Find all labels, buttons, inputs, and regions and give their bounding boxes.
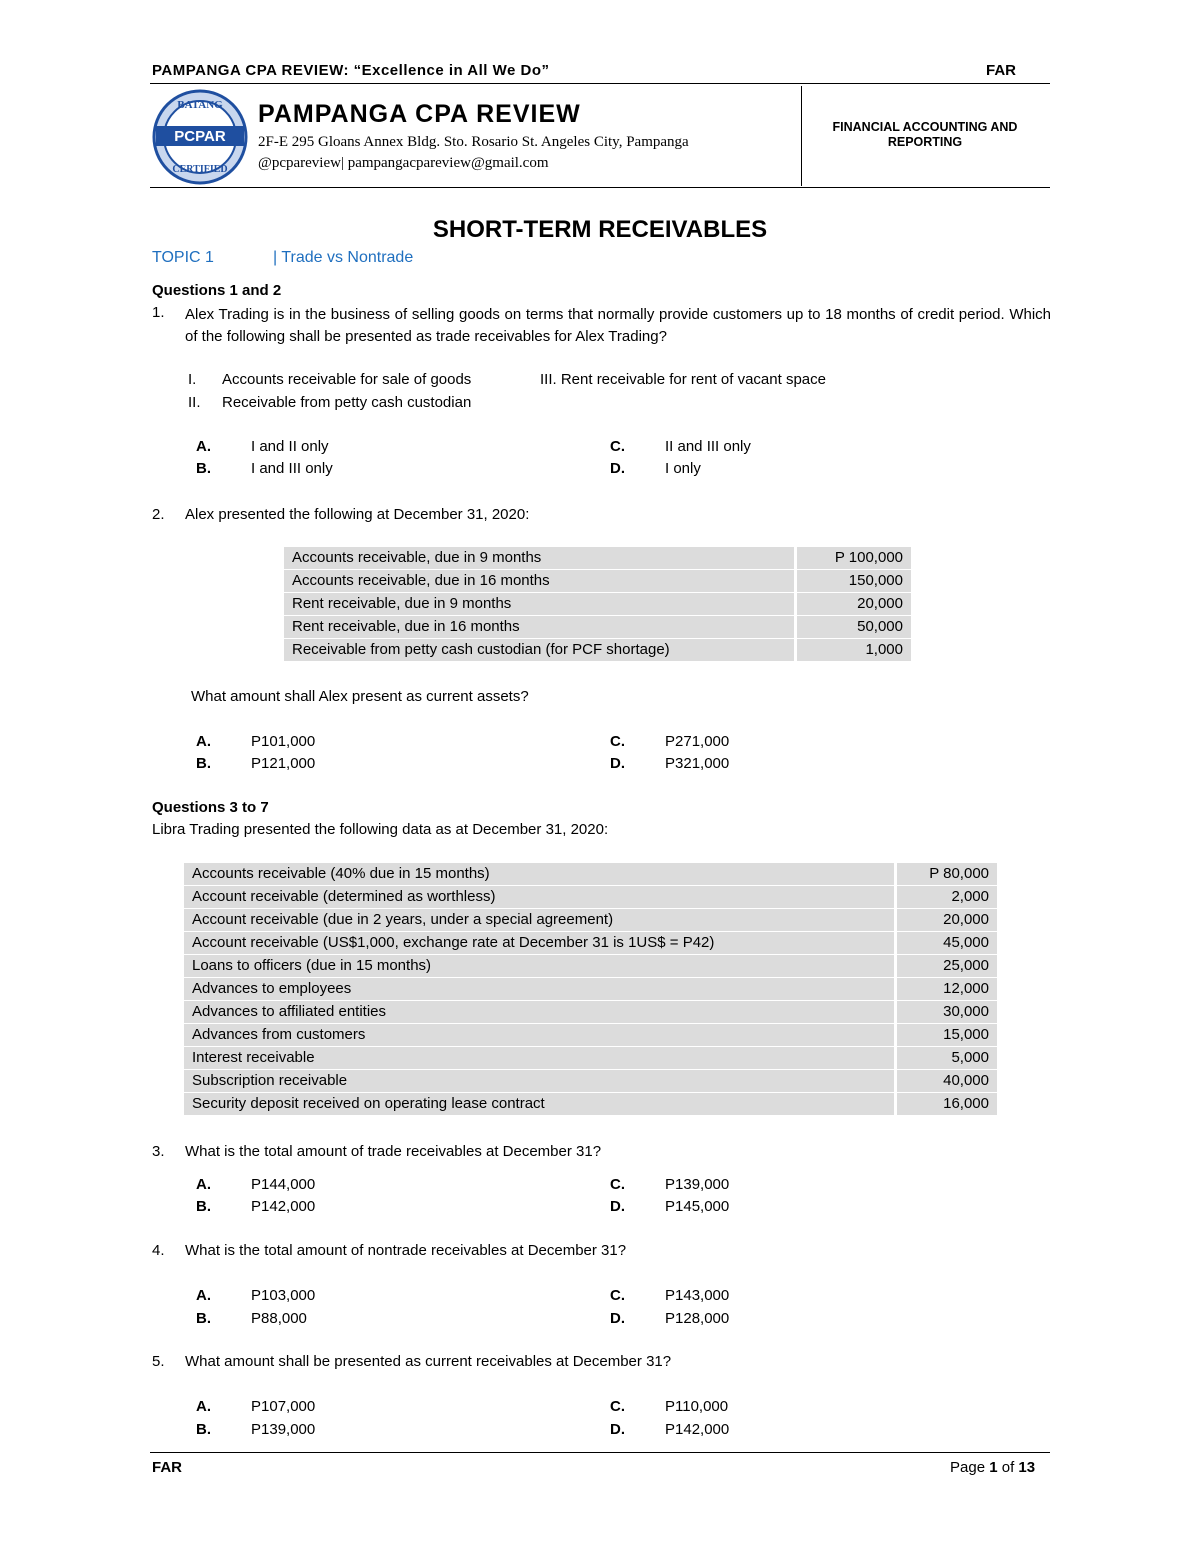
org-contact: @pcpareview| pampangacpareview@gmail.com <box>258 155 549 171</box>
option-c-letter: C. <box>610 1398 625 1415</box>
questions-1-2-heading: Questions 1 and 2 <box>152 282 282 299</box>
subject-title: FINANCIAL ACCOUNTING AND REPORTING <box>832 120 1018 149</box>
row-label: Account receivable (determined as worthless) <box>184 886 894 908</box>
running-header-title: PAMPANGA CPA REVIEW: “Excellence in All We Do” <box>152 62 550 79</box>
option-a-text[interactable]: P101,000 <box>251 733 316 750</box>
option-a-text[interactable]: I and II only <box>251 438 329 455</box>
option-c-text[interactable]: P143,000 <box>665 1287 730 1304</box>
letterhead-divider <box>801 86 802 186</box>
item-text: Accounts receivable for sale of goods <box>222 371 472 388</box>
row-label: Accounts receivable (40% due in 15 months) <box>184 863 894 885</box>
q2-data-table <box>284 546 911 662</box>
option-c-letter: C. <box>610 1176 625 1193</box>
row-label: Accounts receivable, due in 16 months <box>284 570 794 592</box>
row-label: Loans to officers (due in 15 months) <box>184 955 894 977</box>
row-label: Subscription receivable <box>184 1070 894 1092</box>
table-row <box>184 863 997 885</box>
option-a-letter: A. <box>196 438 211 455</box>
option-b-text[interactable]: P121,000 <box>251 755 316 772</box>
option-d-letter: D. <box>610 755 625 772</box>
option-d-text[interactable]: P142,000 <box>665 1421 730 1438</box>
logo-bottom-text: CERTIFIED <box>172 164 228 175</box>
option-a-letter: A. <box>196 1287 211 1304</box>
option-a-text[interactable]: P103,000 <box>251 1287 316 1304</box>
row-amount: 20,000 <box>794 593 911 615</box>
option-c-text[interactable]: P139,000 <box>665 1176 730 1193</box>
row-label: Interest receivable <box>184 1047 894 1069</box>
table-row <box>184 1024 997 1046</box>
option-a-letter: A. <box>196 1176 211 1193</box>
table-row <box>284 547 911 569</box>
table-row <box>284 616 911 638</box>
option-c-text[interactable]: II and III only <box>665 438 751 455</box>
option-d-letter: D. <box>610 1310 625 1327</box>
row-label: Rent receivable, due in 9 months <box>284 593 794 615</box>
option-b-text[interactable]: I and III only <box>251 460 333 477</box>
row-amount: 25,000 <box>894 955 997 977</box>
row-label: Accounts receivable, due in 9 months <box>284 547 794 569</box>
option-b-letter: B. <box>196 1198 211 1215</box>
row-label: Advances to employees <box>184 978 894 1000</box>
row-amount: P 80,000 <box>894 863 997 885</box>
questions-3-7-heading: Questions 3 to 7 <box>152 799 269 816</box>
row-label: Account receivable (due in 2 years, under a special agreement) <box>184 909 894 931</box>
item-text: Receivable from petty cash custodian <box>222 394 472 411</box>
table-row <box>284 639 911 661</box>
row-label: Rent receivable, due in 16 months <box>284 616 794 638</box>
page-of: of <box>1001 1459 1015 1476</box>
option-b-letter: B. <box>196 460 211 477</box>
row-amount: 150,000 <box>794 570 911 592</box>
option-c-text[interactable]: P110,000 <box>665 1398 729 1415</box>
item-roman: I. <box>188 371 197 388</box>
option-b-text[interactable]: P88,000 <box>251 1310 307 1327</box>
footer-rule <box>150 1452 1050 1453</box>
row-amount: 50,000 <box>794 616 911 638</box>
topic-name: | Trade vs Nontrade <box>273 249 414 266</box>
row-amount: P 100,000 <box>794 547 911 569</box>
running-header-subject: FAR <box>986 62 1016 79</box>
table-row <box>184 955 997 977</box>
option-c-letter: C. <box>610 1287 625 1304</box>
option-c-letter: C. <box>610 438 625 455</box>
question-number: 1. <box>152 304 165 321</box>
option-a-text[interactable]: P144,000 <box>251 1176 316 1193</box>
option-d-text[interactable]: P145,000 <box>665 1198 730 1215</box>
page-prefix: Page <box>950 1459 986 1476</box>
question-number: 5. <box>152 1353 165 1370</box>
row-amount: 12,000 <box>894 978 997 1000</box>
item-roman: II. <box>188 394 201 411</box>
table-row <box>184 978 997 1000</box>
page-number: 1 <box>989 1459 998 1476</box>
question-5-text: What amount shall be presented as current receivables at December 31? <box>185 1353 672 1370</box>
question-2-prompt: What amount shall Alex present as current assets? <box>191 688 529 705</box>
option-d-letter: D. <box>610 1421 625 1438</box>
page-indicator <box>950 1459 1035 1476</box>
logo-top-text: BATANG <box>177 99 223 111</box>
row-label: Advances to affiliated entities <box>184 1001 894 1023</box>
row-label: Security deposit received on operating lease contract <box>184 1093 894 1115</box>
option-a-text[interactable]: P107,000 <box>251 1398 316 1415</box>
row-amount: 40,000 <box>894 1070 997 1092</box>
table-row <box>184 1047 997 1069</box>
option-b-text[interactable]: P139,000 <box>251 1421 316 1438</box>
option-b-letter: B. <box>196 1310 211 1327</box>
row-label: Advances from customers <box>184 1024 894 1046</box>
org-address: 2F-E 295 Gloans Annex Bldg. Sto. Rosario St. Angeles City, Pampanga <box>258 134 689 150</box>
question-number: 2. <box>152 506 165 523</box>
table-row <box>184 1070 997 1092</box>
logo-middle-text: PCPAR <box>174 128 226 145</box>
question-4-text: What is the total amount of nontrade receivables at December 31? <box>185 1242 627 1259</box>
option-b-letter: B. <box>196 755 211 772</box>
letterhead-bottom-rule <box>150 187 1050 188</box>
row-amount: 20,000 <box>894 909 997 931</box>
question-number: 4. <box>152 1242 165 1259</box>
row-label: Receivable from petty cash custodian (for PCF shortage) <box>284 639 794 661</box>
question-number: 3. <box>152 1143 165 1160</box>
option-c-text[interactable]: P271,000 <box>665 733 730 750</box>
option-d-text[interactable]: I only <box>665 460 701 477</box>
table-row <box>184 886 997 908</box>
pcpar-logo-seal <box>150 88 250 186</box>
table-row <box>184 932 997 954</box>
table-row <box>284 570 911 592</box>
org-name: PAMPANGA CPA REVIEW <box>258 100 581 128</box>
letterhead <box>150 86 800 186</box>
option-a-letter: A. <box>196 1398 211 1415</box>
row-amount: 16,000 <box>894 1093 997 1115</box>
option-c-letter: C. <box>610 733 625 750</box>
row-amount: 45,000 <box>894 932 997 954</box>
option-d-letter: D. <box>610 460 625 477</box>
document-title: SHORT-TERM RECEIVABLES <box>432 216 768 243</box>
row-label: Account receivable (US$1,000, exchange rate at December 31 is 1US$ = P42) <box>184 932 894 954</box>
row-amount: 1,000 <box>794 639 911 661</box>
option-d-text[interactable]: P128,000 <box>665 1310 730 1327</box>
table-row <box>284 593 911 615</box>
topic-label: TOPIC 1 <box>152 249 214 266</box>
questions-3-7-intro: Libra Trading presented the following data as at December 31, 2020: <box>152 821 609 838</box>
row-amount: 2,000 <box>894 886 997 908</box>
question-1-text: Alex Trading is in the business of selling goods on terms that normally provide customers up to 18 months of credit period. Which of the following shall be presented as trade receivables for Alex Trading? <box>185 306 1051 345</box>
table-row <box>184 909 997 931</box>
footer-subject: FAR <box>152 1459 182 1476</box>
row-amount: 5,000 <box>894 1047 997 1069</box>
page-total: 13 <box>1018 1459 1036 1476</box>
option-d-letter: D. <box>610 1198 625 1215</box>
header-rule <box>150 83 1050 84</box>
option-b-text[interactable]: P142,000 <box>251 1198 316 1215</box>
option-a-letter: A. <box>196 733 211 750</box>
libra-data-table <box>184 862 997 1116</box>
row-amount: 15,000 <box>894 1024 997 1046</box>
row-amount: 30,000 <box>894 1001 997 1023</box>
question-3-text: What is the total amount of trade receivables at December 31? <box>185 1143 602 1160</box>
option-d-text[interactable]: P321,000 <box>665 755 730 772</box>
table-row <box>184 1001 997 1023</box>
table-row <box>184 1093 997 1115</box>
item-iii-text: III. Rent receivable for rent of vacant space <box>540 371 826 388</box>
question-2-text: Alex presented the following at December 31, 2020: <box>185 506 530 523</box>
option-b-letter: B. <box>196 1421 211 1438</box>
